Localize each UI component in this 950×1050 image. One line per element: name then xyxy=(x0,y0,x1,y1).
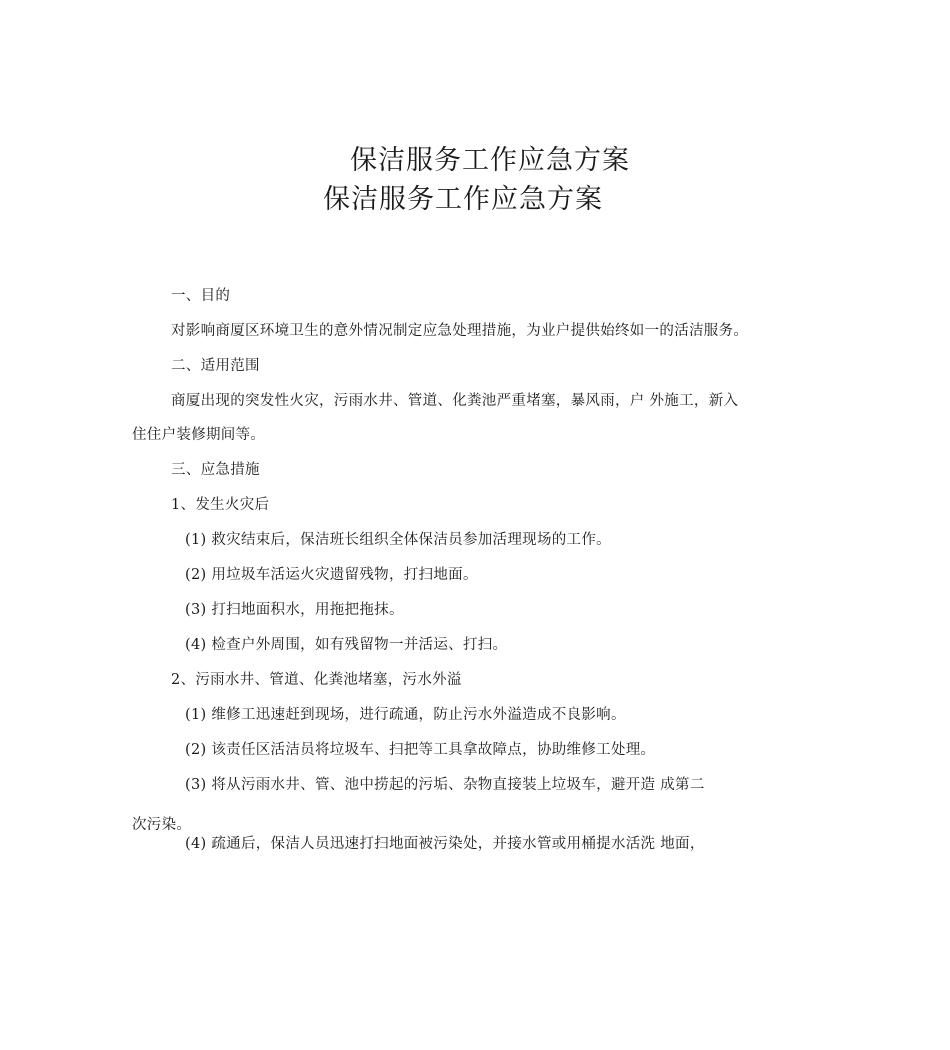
paragraph-scope: 商厦出现的突发性火灾，污雨水井、管道、化粪池严重堵塞，暴风雨，户 外施工，新入 xyxy=(171,393,739,409)
section-heading-purpose: 一、目的 xyxy=(171,288,231,304)
section-heading-scope: 二、适用范围 xyxy=(171,358,260,374)
list-item-fire-2: (2) 用垃圾车活运火灾遗留残物，打扫地面。 xyxy=(185,567,478,583)
section-heading-measures: 三、应急措施 xyxy=(171,462,260,478)
document-title: 保洁服务工作应急方案 xyxy=(350,145,630,176)
list-item-fire-3: (3) 打扫地面积水，用拖把拖抹。 xyxy=(185,602,404,618)
list-item-blockage-2: (2) 该责任区活洁员将垃圾车、扫把等工具拿故障点，协助维修工处理。 xyxy=(185,742,656,758)
list-item-blockage-3: (3) 将从污雨水井、管、池中捞起的污垢、杂物直接装上垃圾车，避开造 成第二 xyxy=(185,777,705,793)
subheading-blockage: 2、污雨水井、管道、化粪池堵塞，污水外溢 xyxy=(171,672,462,688)
paragraph-scope-continued: 住住户装修期间等。 xyxy=(132,427,266,443)
list-item-blockage-3-continued: 次污染。 xyxy=(132,817,192,833)
subheading-fire: 1、发生火灾后 xyxy=(171,497,270,513)
list-item-fire-1: (1) 救灾结束后，保洁班长组织全体保洁员参加活理现场的工作。 xyxy=(185,532,611,548)
document-title-repeat: 保洁服务工作应急方案 xyxy=(323,184,603,215)
list-item-blockage-4: (4) 疏通后，保洁人员迅速打扫地面被污染处，并接水管或用桶提水活洗 地面， xyxy=(185,836,705,852)
list-item-fire-4: (4) 检查户外周围，如有残留物一并活运、打扫。 xyxy=(185,637,508,653)
paragraph-purpose: 对影响商厦区环境卫生的意外情况制定应急处理措施，为业户提供始终如一的活洁服务。 xyxy=(171,323,749,339)
list-item-blockage-1: (1) 维修工迅速赶到现场，进行疏通，防止污水外溢造成不良影响。 xyxy=(185,707,626,723)
